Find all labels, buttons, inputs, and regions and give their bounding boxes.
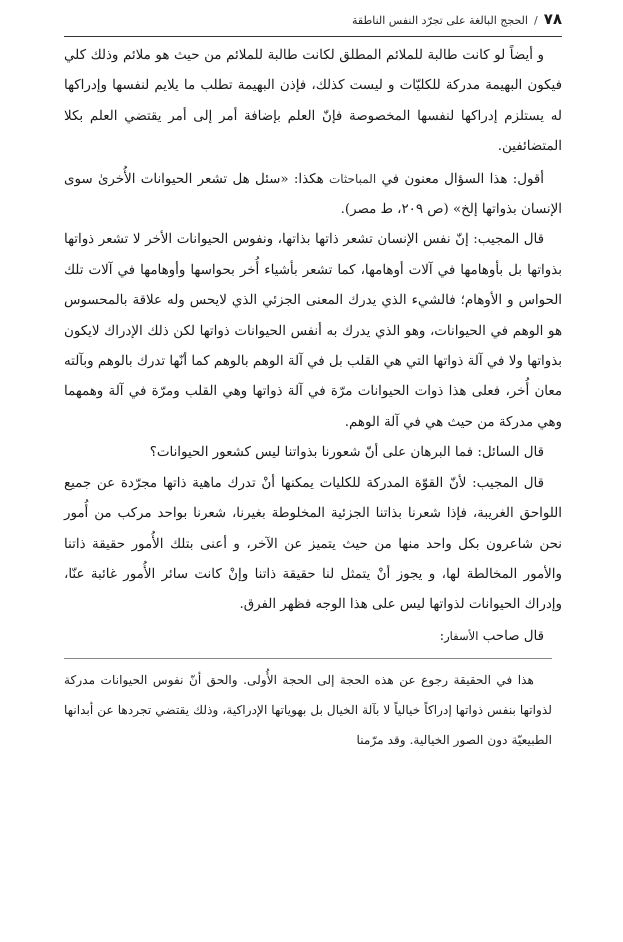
paragraph-respondent-proof: قال المجيب: لأنّ القوّة المدركة للكليات يمكنها أنْ تدرك ماهية ذاتها مجرّدة عن جميع اللواحق الغريبة، فإذا شعرنا بذاتنا الجزئية المخلوطة بغيرنا، شعرنا بواحد مركب من أُمور نحن شاعرون بكل واحد منها من حيث يتميز عن الآخر، و أعنى بتلك الأُمور حقيقة ذاتنا والأمور المخالطة لها، و يجوز أنْ يتمثل لنا حقيقة ذاتنا وإنْ كانت سائر الأُمور غائبة عنّا، وإدراك الحيوانات لذواتها ليس على هذا الوجه فظهر الفرق. bbox=[64, 475, 562, 613]
paragraph-argument: و أيضاً لو كانت طالبة للملائم المطلق لكانت طالبة للملائم من حيث هو ملائم وذلك كلي فيكون البهيمة مدركة للكليّات و ليست كذلك، فإذن البهيمة تطلب ما يلايم لنفسها وإدراكها له يستلزم إدراكها لنفسها المخصوصة فإنّ العلم بإضافة أمر إلى أمر يقتضي العلم بكلا المتضائفين. bbox=[64, 48, 562, 155]
book-page bbox=[64, 10, 562, 755]
header-separator: / bbox=[533, 14, 538, 27]
paragraph-asfar-intro bbox=[64, 621, 562, 652]
running-header bbox=[64, 10, 562, 37]
editor-note-text: هكذا: «سئل هل تشعر الحيوانات الأُخرىٰ سوى الإنسان بذواتها إلخ» (ص ٢٠٩، ط مصر). bbox=[64, 171, 562, 218]
paragraph-questioner: قال السائل: فما البرهان على أنّ شعورنا بذواتنا ليس كشعور الحيوانات؟ bbox=[149, 445, 544, 461]
asfar-prefix: قال صاحب bbox=[478, 628, 544, 644]
paragraph-respondent-answer: قال المجيب: إنّ نفس الإنسان تشعر ذاتها بذاتها، ونفوس الحيوانات الأخر لا تشعر ذواتها بذواتها بل بأوهامها في آلات أوهامها، كما تشعر بأشياء أُخر بحواسها وأوهامها في آلات تلك الحواس و الأوهام؛ فالشيء الذي يدرك المعنى الجزئي الذي لايحس وله علاقة بالمحسوس هو الوهم في الحيوانات، وهو الذي يدرك به أنفس الحيوانات ذواتها لكن ذلك الإدراك لايكون بذواتها ولا في آلة ذواتها التي هي القلب بل في آلة الوهم بالوهم كما أنّها تدرك بالوهم وبآلته معان أُخر، فعلى هذا ذوات الحيوانات مرّة في آلة ذواتها وهي القلب ومرّة في آلة وهمهما وهي مدركة من حيث هي في آلة الوهم. bbox=[64, 232, 562, 430]
asfar-quote-block: هذا في الحقيقة رجوع عن هذه الحجة إلى الحجة الأُولى. والحق أنّ نفوس الحيوانات مدركة لذواتها بنفس ذواتها إدراكاً خيالياً لا بآلة الخيال بل بهوياتها الإدراكية، وذلك يقتضي تجردها عن أبدانها الطبيعيّة دون الصور الخيالية. وقد مرّمنا bbox=[64, 658, 552, 755]
asfar-colon: : bbox=[439, 628, 445, 644]
page-number: ٧٨ bbox=[543, 10, 562, 28]
editor-note-prefix: أقول: هذا السؤال معنون في bbox=[376, 171, 544, 187]
paragraph-editor-note bbox=[64, 164, 562, 226]
source-title-asfar: الأسفار bbox=[444, 628, 479, 643]
running-title: الحجج البالغة على تجرّد النفس الناطقة bbox=[352, 14, 528, 27]
source-title-mubahathat: المباحثات bbox=[328, 171, 377, 186]
page-body bbox=[64, 41, 562, 755]
